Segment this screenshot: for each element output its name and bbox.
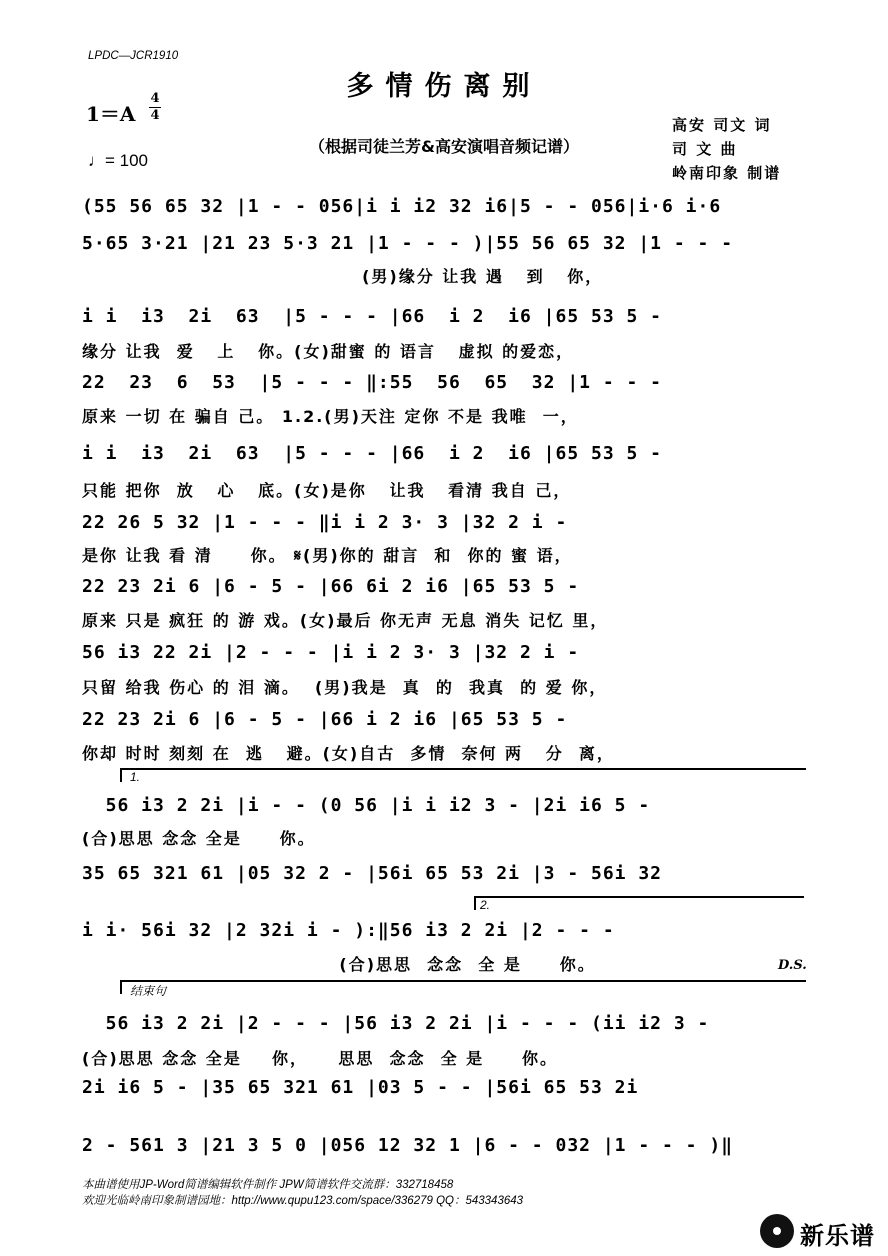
lyric-row-8: 只留 给我 伤心 的 泪 滴。 (男)我是 真 的 我真 的 爱 你， [82,678,608,697]
site-logo [756,1212,884,1252]
lyric-row-3: 缘分 让我 爱 上 你。(女)甜蜜 的 语言 虚拟 的爱恋， [82,342,575,361]
notation-row-15: 2 - 561 3 |21 3 5 0 |056 12 32 1 |6 - - 032 |1 - - - )‖ [82,1135,734,1156]
notation-row-2: 5·65 3·21 |21 23 5·3 21 |1 - - - )|55 56 65 32 |1 - - - [82,233,734,254]
lyric-row-12: (合)思思 念念 全 是 你。 [82,955,596,974]
notation-row-7: 22 23 2i 6 |6 - 5 - |66 6i 2 i6 |65 53 5 - [82,576,580,597]
time-signature [149,92,161,123]
ending-bracket [120,980,806,982]
credit-arranger: 岭南印象 制谱 [672,164,782,182]
volta-2-bracket [474,896,804,898]
volta-2-label: 2. [480,898,491,912]
notation-row-13: 56 i3 2 2i |2 - - - |56 i3 2 2i |i - - - (ii i2 3 - [82,1013,710,1034]
footer-line-1: 本曲谱使用JP-Word简谱编辑软件制作 JPW简谱软件交流群：332718458 [82,1179,454,1191]
volta-1-label: 1. [130,770,141,784]
notation-row-6: 22 26 5 32 |1 - - - ‖i i 2 3· 3 |32 2 i - [82,512,568,533]
lyric-row-10: (合)思思 念念 全是 你。 [82,829,316,848]
notation-row-4: 22 23 6 53 |5 - - - ‖:55 56 65 32 |1 - - - [82,372,663,393]
lyric-row-13: (合)思思 念念 全是 你， 思思 念念 全 是 你。 [82,1049,559,1068]
ending-bracket-end [120,980,122,994]
ending-label: 结束句 [130,984,167,998]
notation-row-14: 2i i6 5 - |35 65 321 61 |03 5 - - |56i 65 53 2i [82,1077,639,1098]
footer-line-2: 欢迎光临岭南印象制谱园地：http://www.qupu123.com/space/336279 QQ：543343643 [82,1195,524,1207]
volta-1-bracket-end [120,768,122,782]
tempo-marking: ♩= 100 [88,151,149,170]
logo-text: 新乐谱 [800,1222,875,1250]
notation-row-11: 35 65 321 61 |05 32 2 - |56i 65 53 2i |3 - 56i 32 [82,863,663,884]
notation-row-9: 22 23 2i 6 |6 - 5 - |66 i 2 i6 |65 53 5 - [82,709,568,730]
volta-2-bracket-end [474,896,476,910]
subtitle: （根据司徒兰芳&高安演唱音频记谱） [309,137,579,156]
credit-lyrics: 高安 司文 词 [672,116,772,134]
notation-row-12: i i· 56i 32 |2 32i i - ):‖56 i3 2 2i |2 - - - [82,920,615,941]
record-disc-icon [760,1214,794,1248]
notation-row-1: (55 56 65 32 |1 - - 056|i i i2 32 i6|5 - - 056|i·6 i·6 [82,196,722,217]
notation-row-3: i i i3 2i 63 |5 - - - |66 i 2 i6 |65 53 5 - [82,306,663,327]
volta-1-bracket [120,768,806,770]
notation-row-5: i i i3 2i 63 |5 - - - |66 i 2 i6 |65 53 5 - [82,443,663,464]
dal-segno-mark: D.S. [778,958,807,973]
time-signature-bottom: 4 [150,108,160,123]
time-signature-top: 4 [150,91,160,106]
lyric-row-6: 是你 让我 看 清 你。 𝄋(男)你的 甜言 和 你的 蜜 语， [82,546,573,565]
song-title: 多情伤离别 [346,71,542,102]
lyric-row-9: 你却 时时 刻刻 在 逃 避。(女)自古 多情 奈何 两 分 离， [82,744,615,763]
credit-music: 司 文 曲 [672,140,738,158]
notation-row-8: 56 i3 22 2i |2 - - - |i i 2 3· 3 |32 2 i - [82,642,580,663]
lyric-row-7: 原来 只是 疯狂 的 游 戏。(女)最后 你无声 无息 消失 记忆 里， [82,611,609,630]
score-code: LPDC—JCR1910 [88,50,179,62]
lyric-row-4: 原来 一切 在 骗自 己。 1.2.(男)天注 定你 不是 我唯 一， [82,407,579,426]
key-signature: 1＝A [86,102,136,126]
lyric-row-2: (男)缘分 让我 遇 到 你， [82,267,604,286]
lyric-row-5: 只能 把你 放 心 底。(女)是你 让我 看清 我自 己， [82,481,572,500]
notation-row-10: 56 i3 2 2i |i - - (0 56 |i i i2 3 - |2i i6 5 - [82,795,651,816]
